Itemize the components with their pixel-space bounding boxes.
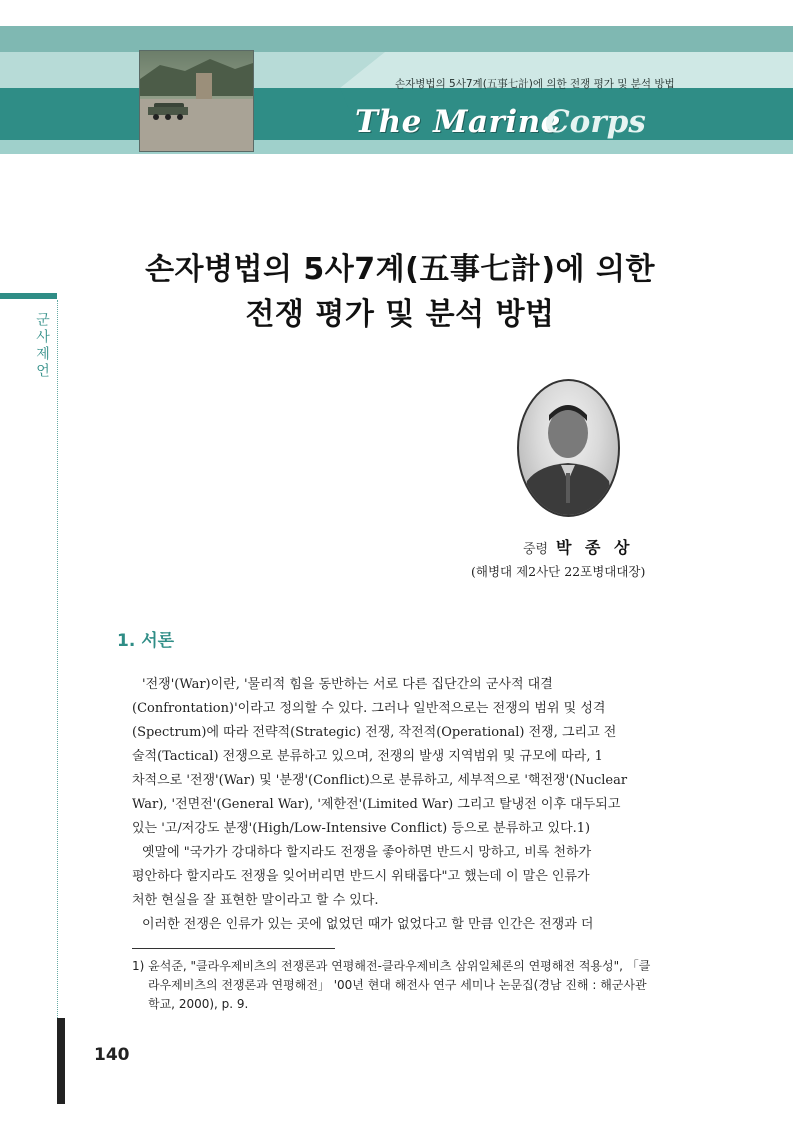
paragraph-line: 평안하다 할지라도 전쟁을 잊어버리면 반드시 위태롭다"고 했는데 이 말은 인류가 xyxy=(132,869,590,884)
paragraph-line: (Confrontation)'이라고 정의할 수 있다. 그러나 일반적으로는 전쟁의 범위 및 성격 xyxy=(132,701,606,716)
header-photo-image xyxy=(140,51,253,151)
sidebar-dotted-rule xyxy=(57,300,58,1050)
paragraph-line: 옛말에 "국가가 강대하다 할지라도 전쟁을 좋아하면 반드시 망하고, 비록 천하가 xyxy=(142,845,592,860)
author-rank: 중령 xyxy=(523,542,549,557)
footnote-line: 1) 윤석준, "클라우제비츠의 전쟁론과 연평해전-클라우제비츠 삼위일체론의 연평해전 적용성", 「클 xyxy=(132,959,651,973)
magazine-logo-corps: Corps xyxy=(545,104,646,140)
section-category-label: 군사제언 xyxy=(34,312,50,380)
paragraph-1 xyxy=(132,673,661,841)
sidebar-accent xyxy=(0,293,57,299)
page-number-bar xyxy=(57,1018,65,1104)
author-portrait xyxy=(517,379,620,517)
paragraph-line: (Spectrum)에 따라 전략적(Strategic) 전쟁, 작전적(Operational) 전쟁, 그리고 전 xyxy=(132,725,617,740)
author-unit: (해병대 제2사단 22포병대대장) xyxy=(471,564,646,579)
author-name: 박 종 상 xyxy=(556,538,634,557)
paragraph-line: 처한 현실을 잘 표현한 말이라고 할 수 있다. xyxy=(132,893,379,908)
footnote xyxy=(132,957,672,1014)
paragraph-line: 차적으로 '전쟁'(War) 및 '분쟁'(Conflict)으로 분류하고, 세부적으로 '핵전쟁'(Nuclear xyxy=(132,773,628,788)
section-heading: 1. 서론 xyxy=(117,631,175,651)
article-title-line2: 전쟁 평가 및 분석 방법 xyxy=(245,297,555,332)
paragraph-line: '전쟁'(War)이란, '물리적 힘을 동반하는 서로 다른 집단간의 군사적 대결 xyxy=(142,677,553,692)
footnote-line: 학교, 2000), p. 9. xyxy=(148,997,249,1011)
footnote-line: 라우제비츠의 전쟁론과 연평해전」 '00년 현대 해전사 연구 세미나 논문집(경남 진해 : 해군사관 xyxy=(148,978,647,992)
paragraph-line: War), '전면전'(General War), '제한전'(Limited War) 그리고 탈냉전 이후 대두되고 xyxy=(132,797,621,812)
header-band-top xyxy=(0,26,793,52)
paragraph-3 xyxy=(132,913,661,937)
paragraph-line: 술적(Tactical) 전쟁으로 분류하고 있으며, 전쟁의 발생 지역범위 및 규모에 따라, 1 xyxy=(132,749,603,764)
portrait-figure xyxy=(519,381,618,515)
article-title-line1: 손자병법의 5사7계(五事七計)에 의한 xyxy=(145,252,655,287)
running-header: 손자병법의 5사7계(五事七計)에 의한 전쟁 평가 및 분석 방법 xyxy=(395,78,675,90)
header-photo xyxy=(139,50,254,152)
page-number: 140 xyxy=(94,1045,130,1065)
magazine-logo: The Marine xyxy=(355,104,561,140)
paragraph-line: 있는 '고/저강도 분쟁'(High/Low-Intensive Conflict) 등으로 분류하고 있다.1) xyxy=(132,821,591,836)
paragraph-line: 이러한 전쟁은 인류가 있는 곳에 없었던 때가 없었다고 할 만큼 인간은 전쟁과 더 xyxy=(142,917,594,932)
footnote-rule xyxy=(132,948,335,949)
paragraph-2 xyxy=(132,841,661,913)
